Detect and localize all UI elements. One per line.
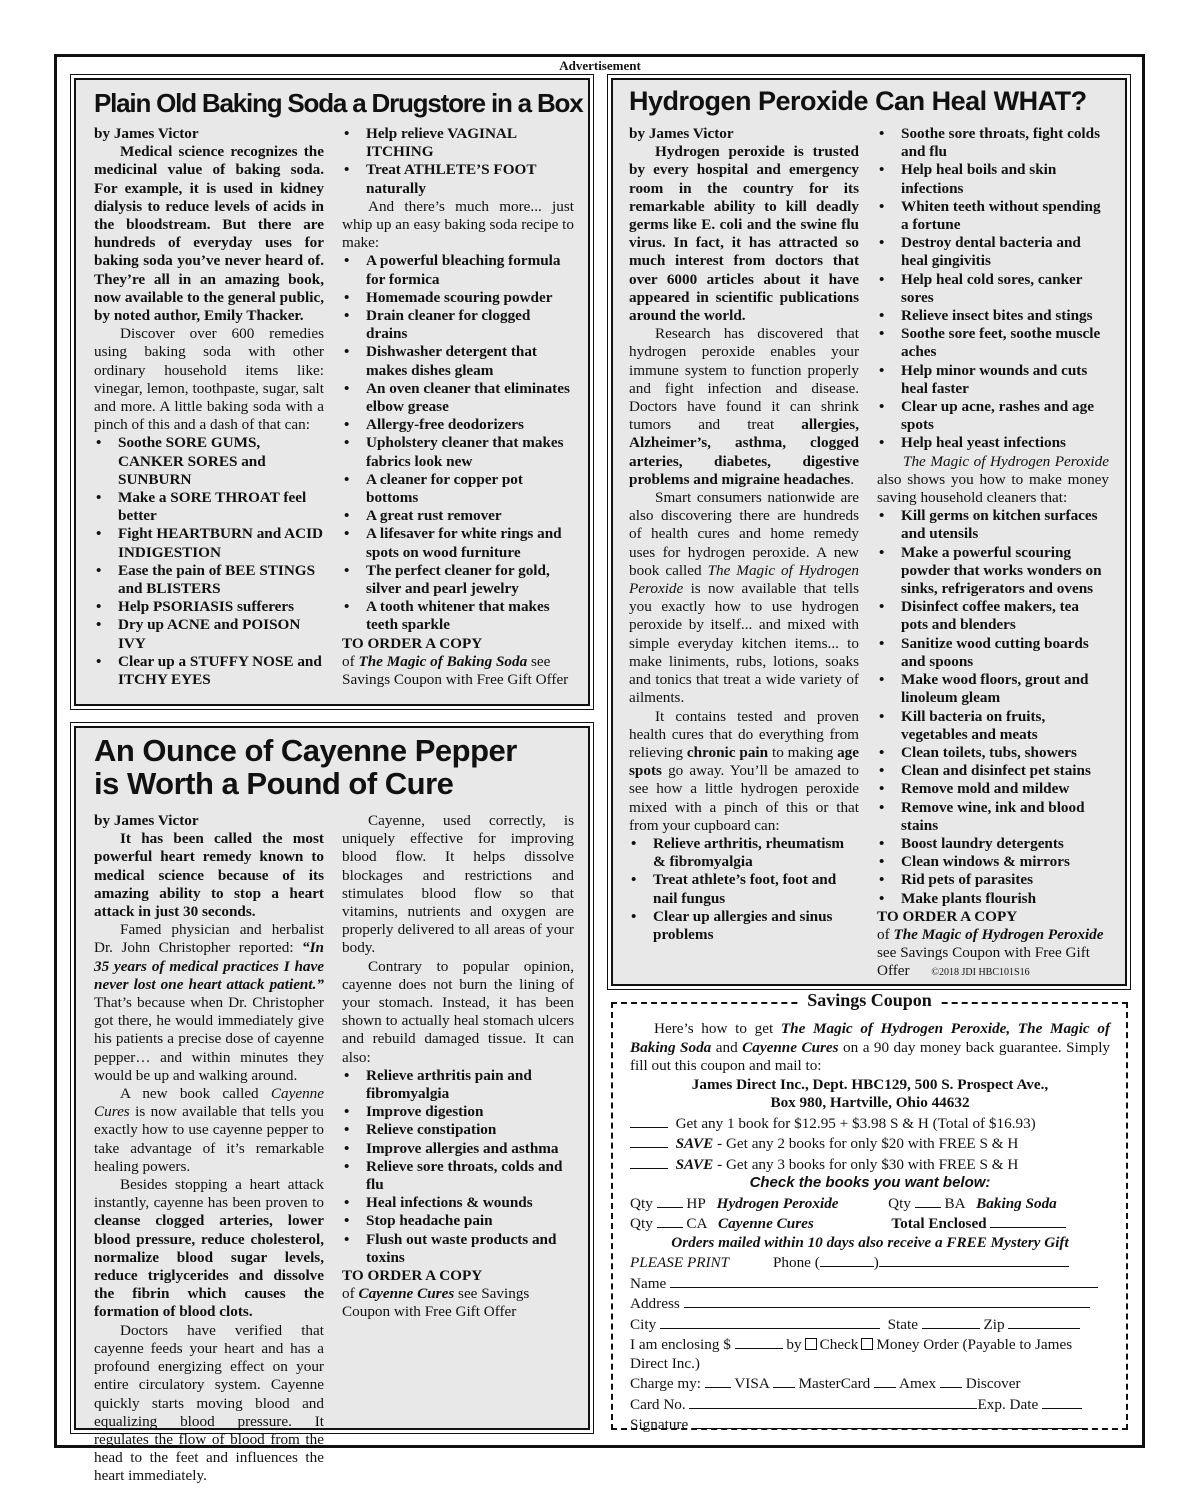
phone-field[interactable] (879, 1252, 1069, 1267)
list-item: • Clean and disinfect pet stains (877, 762, 1109, 780)
list-item: • Relieve constipation (342, 1121, 574, 1139)
list-item: • Treat athlete’s foot, foot and nail fungus (629, 871, 859, 907)
list-item: • Allergy-free deodorizers (342, 416, 574, 434)
coupon-name-row: Name (630, 1273, 1110, 1294)
cayenne-col-1 (94, 812, 324, 1486)
peroxide-lead: Hydrogen peroxide is trusted by every hospital and emergency room in the country for its remarkable ability to kill deadly germs like E. coli and the swine flu virus. In fact, it has attracted so much interest from doctors that over 6000 articles about it have appeared in scientific publications around the world. (629, 143, 859, 325)
coupon-body (630, 1020, 1110, 1435)
phone-area-field[interactable] (820, 1252, 874, 1267)
qty-ba-field[interactable] (915, 1193, 941, 1208)
list-item: • Destroy dental bacteria and heal gingivitis (877, 234, 1109, 270)
baking-soda-headline: Plain Old Baking Soda a Drugstore in a Box (94, 88, 583, 118)
peroxide-order-title: TO ORDER A COPY (877, 907, 1018, 925)
list-item: • Kill germs on kitchen surfaces and utensils (877, 507, 1109, 543)
exp-date-field[interactable] (1042, 1394, 1082, 1409)
list-item: • Homemade scouring powder (342, 289, 574, 307)
peroxide-order-text: of The Magic of Hydrogen Peroxide see Savings Coupon with Free Gift Offer ©2018 JDI HBC101S16 (877, 925, 1104, 980)
list-item: • Soothe sore throats, fight colds and flu (877, 125, 1109, 161)
list-item: • Help PSORIASIS sufferers (94, 598, 324, 616)
list-item: • Help minor wounds and cuts heal faster (877, 362, 1109, 398)
peroxide-byline: by James Victor (629, 125, 734, 142)
baking-soda-lead: Medical science recognizes the medicinal value of baking soda. For example, it is used in kidney dialysis to reduce levels of acids in the bloodstream. But there are hundreds of everyday uses for baking soda you’ve never heard of. They’re all in an amazing book, now available to the general public, by noted author, Emily Thacker. (94, 143, 324, 325)
coupon-option-3[interactable]: SAVE - Get any 3 books for only $30 with FREE S & H (630, 1154, 1110, 1175)
list-item: • Relieve sore throats, colds and flu (342, 1158, 574, 1194)
advertisement-label: Advertisement (559, 58, 641, 73)
peroxide-para3: Smart consumers nationwide are also discovering there are hundreds of health cures and home remedy uses for hydrogen peroxide. A new book called The Magic of Hydrogen Peroxide is now available that tells you exactly how to use hydrogen peroxide by itself... and mixed with simple everyday kitchen items... to make liniments, rubs, lotions, soaks and tonics that treat a wide variety of ailments. (629, 489, 859, 707)
cayenne-para2: Famed physician and herbalist Dr. John Christopher reported: “In 35 years of medical practices I have never lost one heart attack patient.” That’s because when Dr. Christopher got there, he would immediately give his patients a precise dose of cayenne pepper… and within minutes they would be up and walking around. (94, 921, 324, 1084)
baking-soda-list-2 (342, 125, 574, 198)
visa-field[interactable] (705, 1373, 731, 1388)
peroxide-col-2 (877, 125, 1109, 983)
list-item: • Heal infections & wounds (342, 1194, 574, 1212)
cayenne-col-2 (342, 812, 574, 1322)
coupon-address-row: Address (630, 1293, 1110, 1314)
list-item: • A lifesaver for white rings and spots on wood furniture (342, 525, 574, 561)
list-item: • Fight HEARTBURN and ACID INDIGESTION (94, 525, 324, 561)
list-item: • Make a SORE THROAT feel better (94, 489, 324, 525)
list-item: • Treat ATHLETE’S FOOT naturally (342, 161, 574, 197)
coupon-book-row-1: Qty HP Hydrogen Peroxide Qty BA Baking Soda (630, 1194, 1057, 1212)
cayenne-headline-line-2: is Worth a Pound of Cure (94, 766, 454, 801)
list-item: • Whiten teeth without spending a fortune (877, 198, 1109, 234)
list-item: • Soothe sore feet, soothe muscle aches (877, 325, 1109, 361)
list-item: • Make wood floors, grout and linoleum gleam (877, 671, 1109, 707)
list-item: • Clear up allergies and sinus problems (629, 908, 859, 944)
peroxide-para4: It contains tested and proven health cures that do everything from relieving chronic pain to making age spots go away. You’ll be amazed to see how a little hydrogen peroxide mixed with a pinch of this or that from your cupboard can: (629, 707, 860, 834)
list-item: • Remove mold and mildew (877, 780, 1109, 798)
list-item: • An oven cleaner that eliminates elbow grease (342, 380, 574, 416)
name-field[interactable] (670, 1273, 1098, 1288)
baking-soda-order-text: of The Magic of Baking Soda see Savings Coupon with Free Gift Offer (342, 652, 569, 689)
card-number-field[interactable] (689, 1394, 977, 1409)
coupon-title: Savings Coupon (801, 990, 938, 1010)
baking-soda-byline: by James Victor (94, 125, 199, 142)
list-item: • Ease the pain of BEE STINGS and BLISTERS (94, 562, 324, 598)
list-item: • A great rust remover (342, 507, 574, 525)
cayenne-order-text: of Cayenne Cures see Savings Coupon with Free Gift Offer (342, 1285, 530, 1321)
list-item: • Help relieve VAGINAL ITCHING (342, 125, 574, 161)
list-item: • Dry up ACNE and POISON IVY (94, 616, 324, 652)
list-item: • Sanitize wood cutting boards and spoons (877, 635, 1109, 671)
list-item: • Help heal boils and skin infections (877, 161, 1109, 197)
cayenne-order-title: TO ORDER A COPY (342, 1267, 483, 1285)
baking-soda-para3: And there’s much more... just whip up an easy baking soda recipe to make: (342, 197, 574, 252)
list-item: • Make plants flourish (877, 890, 1109, 908)
coupon-book-row-2: Qty CA Cayenne Cures Total Enclosed (630, 1213, 1110, 1234)
cayenne-article (74, 726, 590, 1485)
city-field[interactable] (660, 1314, 880, 1329)
amount-field[interactable] (735, 1334, 783, 1349)
list-item: • Flush out waste products and toxins (342, 1231, 574, 1267)
list-item: • A cleaner for copper pot bottoms (342, 471, 574, 507)
coupon-address-1: James Direct Inc., Dept. HBC129, 500 S. Prospect Ave., (691, 1075, 1049, 1093)
cayenne-byline: by James Victor (94, 812, 199, 829)
list-item: • Remove wine, ink and blood stains (877, 799, 1109, 835)
baking-soda-order-title: TO ORDER A COPY (342, 634, 483, 652)
list-item: • Clear up a STUFFY NOSE and ITCHY EYES (94, 653, 324, 689)
coupon-option-1[interactable]: Get any 1 book for $12.95 + $3.98 S & H (Total of $16.93) (630, 1113, 1110, 1134)
signature-field[interactable] (692, 1414, 1086, 1429)
list-item: • Disinfect coffee makers, tea pots and blenders (877, 598, 1109, 634)
amex-field[interactable] (874, 1373, 896, 1388)
coupon-option-2[interactable]: SAVE - Get any 2 books for only $20 with FREE S & H (630, 1133, 1110, 1154)
cayenne-para4: Besides stopping a heart attack instantly, cayenne has been proven to cleanse clogged arteries, lower blood pressure, reduce cholesterol, normalize blood sugar levels, reduce triglycerides and dissolve the fibrin which causes the formation of blood clots. (94, 1176, 324, 1321)
qty-hp-field[interactable] (657, 1193, 683, 1208)
list-item: • Relieve arthritis, rheumatism & fibromyalgia (629, 835, 859, 871)
list-item: • A powerful bleaching formula for formica (342, 252, 574, 288)
peroxide-article (611, 78, 1127, 986)
peroxide-list-2 (877, 125, 1109, 453)
coupon-charge-row: Charge my: VISA MasterCard Amex Discover (630, 1375, 1021, 1392)
savings-coupon (611, 990, 1128, 1433)
total-field[interactable] (990, 1213, 1066, 1228)
coupon-address-2: Box 980, Hartville, Ohio 44632 (770, 1094, 970, 1111)
coupon-card-row: Card No. Exp. Date (630, 1394, 1110, 1415)
peroxide-headline: Hydrogen Peroxide Can Heal WHAT? (629, 86, 1087, 116)
list-item: • Dishwasher detergent that makes dishes gleam (342, 343, 574, 379)
cayenne-para5: Doctors have verified that cayenne feeds your heart and has a profound energizing effect on your entire circulatory system. Cayenne quickly starts moving blood and equalizing blood pressure. It regulates the flow of blood from the head to the feet and influences the heart immediately. (94, 1321, 324, 1485)
peroxide-para2: Research has discovered that hydrogen peroxide enables your immune system to function properly and fight infection and disease. Doctors have found it can shrink tumors and treat allergies, Alzheimer’s, asthma, clogged arteries, diabetes, digestive problems and migraine headaches. (629, 325, 859, 488)
cayenne-para7: Contrary to popular opinion, cayenne does not burn the lining of your stomach. Instead, it has been shown to actually heal stomach ulcers and rebuild damaged tissue. It can also: (342, 957, 574, 1066)
coupon-city-row: City State Zip (630, 1314, 1110, 1335)
list-item: • Boost laundry detergents (877, 835, 1109, 853)
coupon-signature-row: Signature (630, 1414, 1110, 1435)
list-item: • Kill bacteria on fruits, vegetables and meats (877, 708, 1109, 744)
list-item: • Make a powerful scouring powder that works wonders on sinks, refrigerators and ovens (877, 544, 1109, 599)
cayenne-lead: It has been called the most powerful heart remedy known to medical science because of its amazing ability to stop a heart attack in just 30 seconds. (94, 830, 324, 921)
baking-soda-col-2 (342, 125, 574, 689)
qty-ca-field[interactable] (657, 1213, 683, 1228)
copyright: ©2018 JDI HBC101S16 (931, 967, 1030, 979)
peroxide-list-3 (877, 507, 1109, 907)
mastercard-field[interactable] (773, 1373, 795, 1388)
cayenne-headline-line-1: An Ounce of Cayenne Pepper (94, 733, 517, 768)
list-item: • Help heal yeast infections (877, 434, 1109, 452)
coupon-mystery-gift: Orders mailed within 10 days also receive a FREE Mystery Gift (671, 1233, 1069, 1251)
list-item: • Soothe SORE GUMS, CANKER SORES and SUNBURN (94, 434, 324, 489)
list-item: • Relieve insect bites and stings (877, 307, 1109, 325)
list-item: • Rid pets of parasites (877, 871, 1109, 889)
zip-field[interactable] (1008, 1314, 1080, 1329)
list-item: • Clear up acne, rashes and age spots (877, 398, 1109, 434)
list-item: • Clean windows & mirrors (877, 853, 1109, 871)
list-item: • Help heal cold sores, canker sores (877, 271, 1109, 307)
peroxide-col-1 (629, 125, 859, 944)
check-checkbox[interactable] (805, 1338, 817, 1350)
coupon-intro: Here’s how to get The Magic of Hydrogen Peroxide, The Magic of Baking Soda and Cayenne Cures on a 90 day money back guarantee. Simply fill out this coupon and mail to: (630, 1020, 1111, 1074)
peroxide-list-1 (629, 835, 859, 944)
list-item: • A tooth whitener that makes teeth sparkle (342, 598, 574, 634)
list-item: • Improve allergies and asthma (342, 1140, 574, 1158)
list-item: • Clean toilets, tubs, showers (877, 744, 1109, 762)
coupon-enclosing-row: I am enclosing $ by Check Money Order (Payable to James Direct Inc.) (630, 1336, 1073, 1372)
coupon-check-title: Check the books you want below: (749, 1174, 991, 1191)
cayenne-list (342, 1067, 574, 1267)
address-field[interactable] (684, 1293, 1090, 1308)
coupon-print-row: PLEASE PRINT Phone ( ) (630, 1252, 1110, 1273)
baking-soda-col-1 (94, 125, 324, 689)
list-item: • The perfect cleaner for gold, silver and pearl jewelry (342, 562, 574, 598)
list-item: • Upholstery cleaner that makes fabrics look new (342, 434, 574, 470)
baking-soda-para2: Discover over 600 remedies using baking soda with other ordinary household items like: vinegar, lemon, toothpaste, sugar, salt and more. A little baking soda with a pinch of this and a dash of that can: (94, 325, 324, 434)
list-item: • Relieve arthritis pain and fibromyalgia (342, 1067, 574, 1103)
list-item: • Drain cleaner for clogged drains (342, 307, 574, 343)
baking-soda-list-1 (94, 434, 324, 689)
cayenne-headline (94, 734, 517, 800)
peroxide-para5: The Magic of Hydrogen Peroxide also shows you how to make money saving household cleaners that: (877, 452, 1109, 507)
list-item: • Stop headache pain (342, 1212, 574, 1230)
baking-soda-list-3 (342, 252, 574, 634)
list-item: • Improve digestion (342, 1103, 574, 1121)
money-order-checkbox[interactable] (861, 1338, 873, 1350)
state-field[interactable] (922, 1314, 980, 1329)
cayenne-para3: A new book called Cayenne Cures is now available that tells you exactly how to use cayenne pepper to take advantage of it’s remarkable healing powers. (94, 1085, 324, 1175)
cayenne-para6: Cayenne, used correctly, is uniquely effective for improving blood flow. It helps dissolve blockages and restrictions and stimulates blood flow so that vitamins, nutrients and oxygen are properly delivered to all areas of your body. (342, 812, 574, 957)
discover-field[interactable] (940, 1373, 962, 1388)
baking-soda-article (74, 78, 590, 706)
